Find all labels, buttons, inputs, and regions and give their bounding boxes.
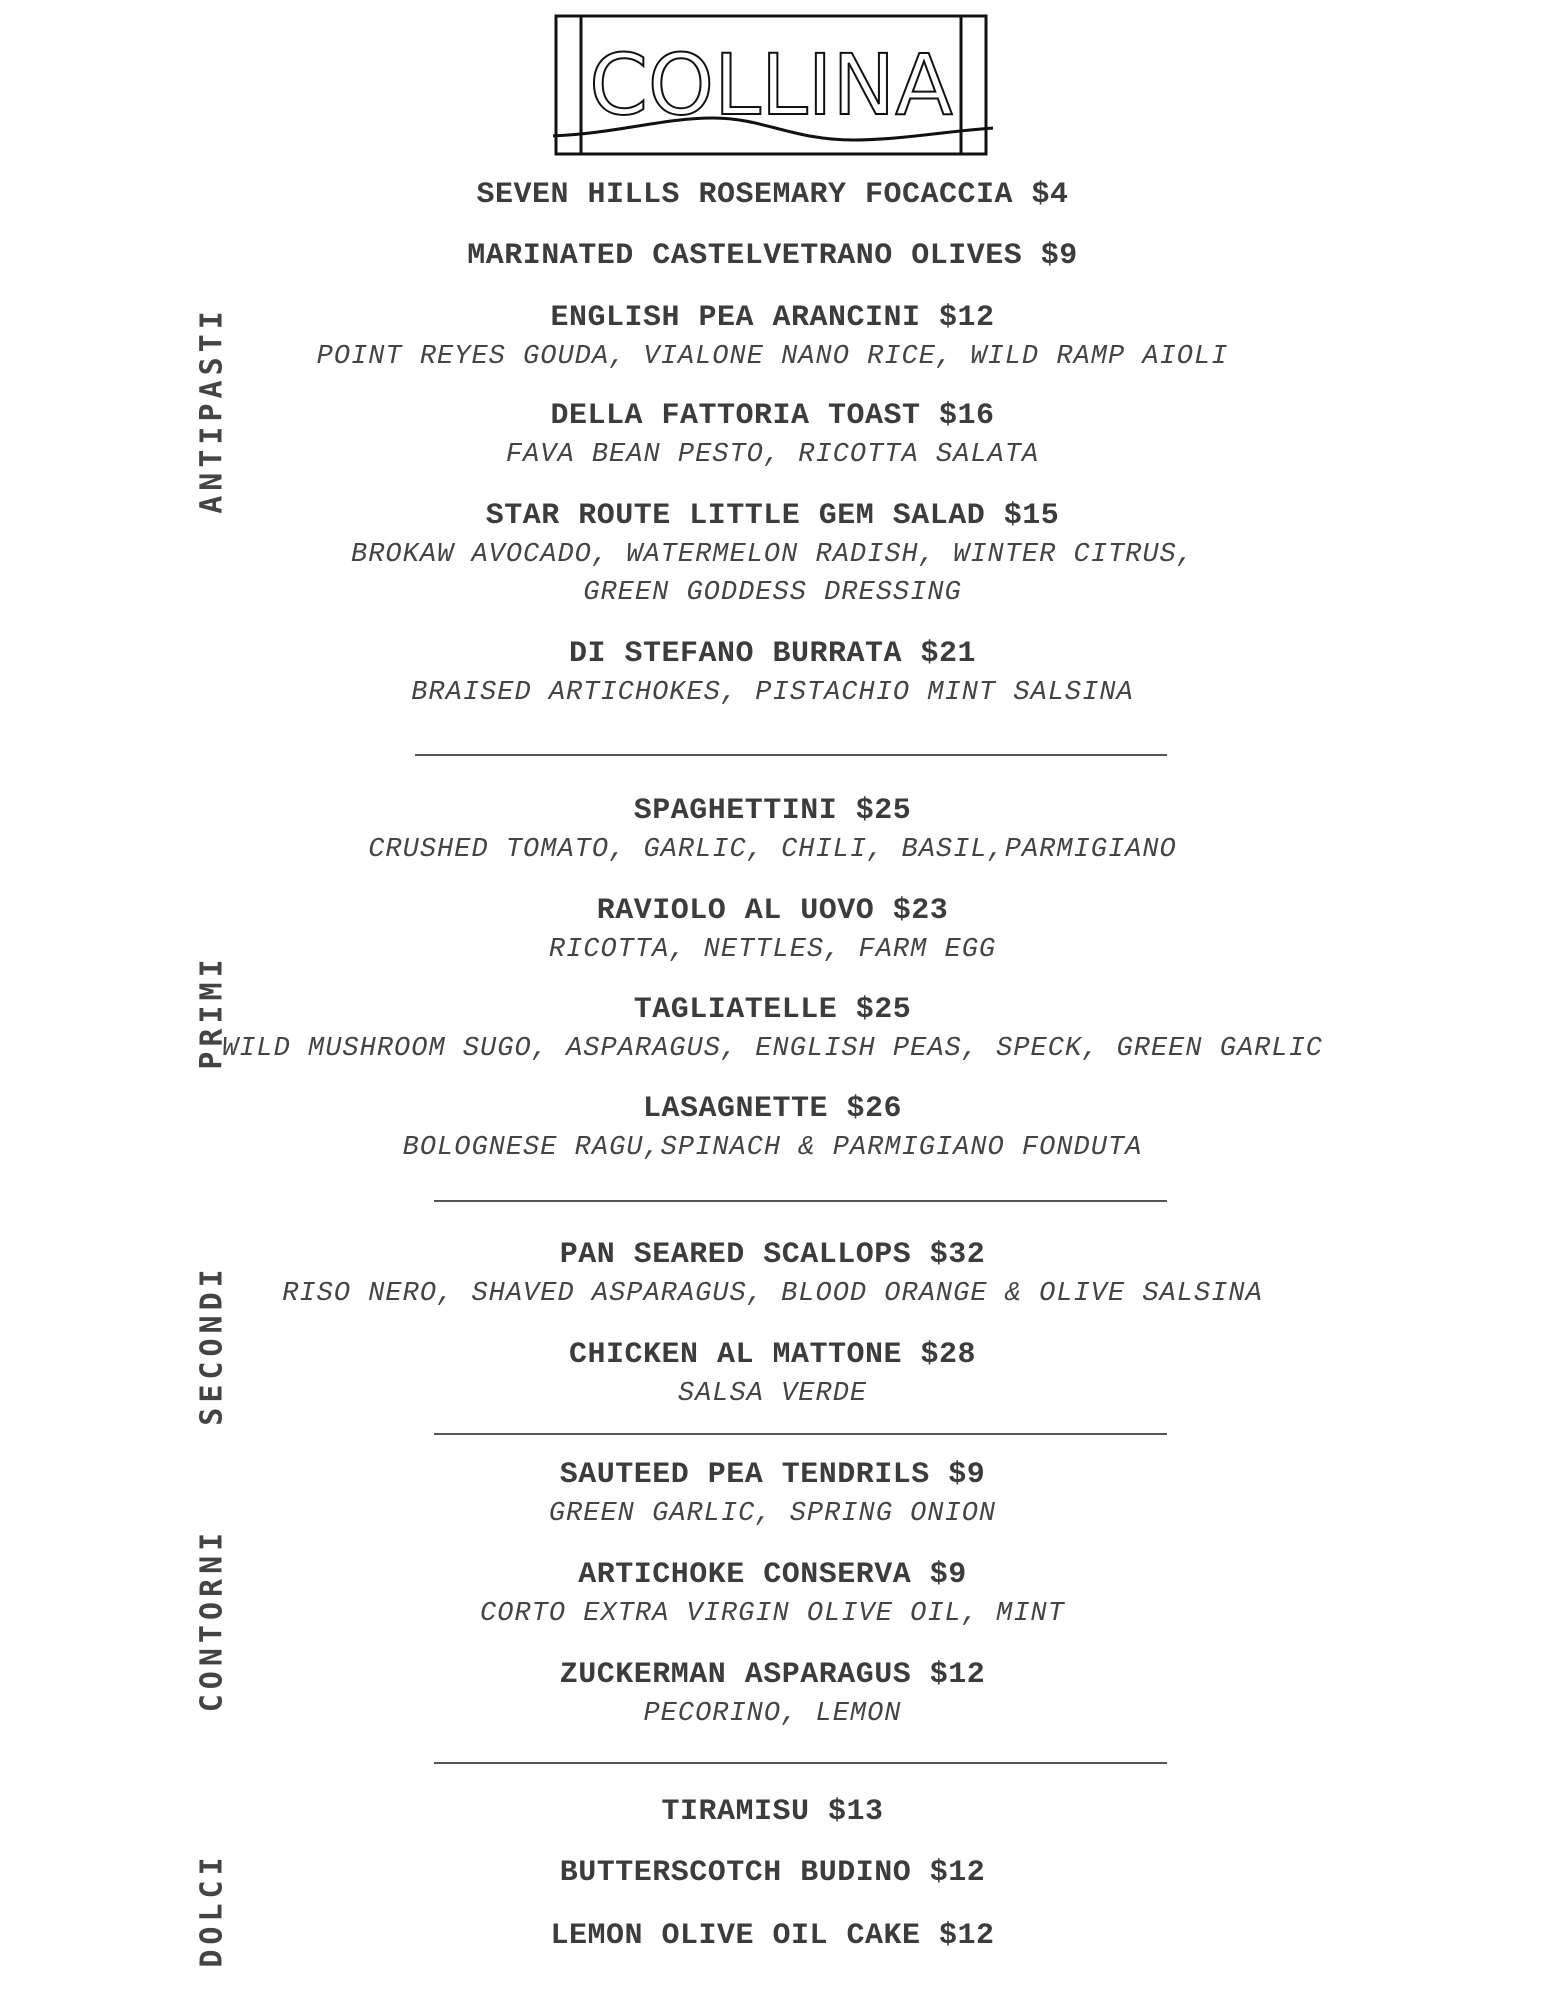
dish-title: LEMON OLIVE OIL CAKE $12	[550, 1919, 995, 1953]
dish-description: FAVA BEAN PESTO, RICOTTA SALATA	[505, 440, 1040, 470]
dish-description: POINT REYES GOUDA, VIALONE NANO RICE, WILD RAMP AIOLI	[316, 342, 1229, 372]
dish-description: BROKAW AVOCADO, WATERMELON RADISH, WINTER CITRUS,	[351, 540, 1194, 570]
dish-title: TIRAMISU $13	[661, 1795, 884, 1829]
dish-description: GREEN GARLIC, SPRING ONION	[548, 1499, 997, 1529]
dish-description: CORTO EXTRA VIRGIN OLIVE OIL, MINT	[480, 1599, 1065, 1629]
dish-description: BRAISED ARTICHOKES, PISTACHIO MINT SALSINA	[411, 678, 1134, 708]
dish-description: CRUSHED TOMATO, GARLIC, CHILI, BASIL,PARMIGIANO	[368, 835, 1177, 865]
dish-title: TAGLIATELLE $25	[633, 993, 912, 1027]
dish-description: SALSA VERDE	[677, 1379, 868, 1409]
dish-description: GREEN GODDESS DRESSING	[583, 578, 962, 608]
collina-logo	[553, 14, 993, 159]
dish-description: RICOTTA, NETTLES, FARM EGG	[548, 935, 997, 965]
section-divider	[434, 1433, 1167, 1435]
dish-title: ARTICHOKE CONSERVA $9	[578, 1558, 967, 1592]
dish-title: SPAGHETTINI $25	[633, 794, 912, 828]
dish-title: BUTTERSCOTCH BUDINO $12	[559, 1856, 986, 1890]
section-label-contorni: CONTORNI	[194, 1527, 230, 1713]
dish-title: ENGLISH PEA ARANCINI $12	[550, 301, 995, 335]
dish-title: CHICKEN AL MATTONE $28	[568, 1338, 977, 1372]
section-divider	[415, 754, 1167, 756]
dish-title: MARINATED CASTELVETRANO OLIVES $9	[467, 239, 1078, 273]
dish-title: SEVEN HILLS ROSEMARY FOCACCIA $4	[476, 178, 1069, 212]
logo-wordmark: COLLINA	[589, 36, 953, 134]
section-label-secondi: SECONDI	[194, 1264, 230, 1426]
dish-title: SAUTEED PEA TENDRILS $9	[559, 1458, 986, 1492]
section-label-antipasti: ANTIPASTI	[194, 306, 230, 514]
section-label-dolci: DOLCI	[194, 1852, 230, 1968]
dish-title: PAN SEARED SCALLOPS $32	[559, 1238, 986, 1272]
section-divider	[434, 1762, 1167, 1764]
dish-title: STAR ROUTE LITTLE GEM SALAD $15	[485, 499, 1060, 533]
dish-description: BOLOGNESE RAGU,SPINACH & PARMIGIANO FONDUTA	[402, 1133, 1143, 1163]
dish-title: LASAGNETTE $26	[642, 1092, 903, 1126]
dish-title: DI STEFANO BURRATA $21	[568, 637, 977, 671]
dish-title: ZUCKERMAN ASPARAGUS $12	[559, 1658, 986, 1692]
dish-description: WILD MUSHROOM SUGO, ASPARAGUS, ENGLISH PEAS, SPECK, GREEN GARLIC	[222, 1034, 1323, 1064]
dish-description: PECORINO, LEMON	[643, 1699, 902, 1729]
dish-title: RAVIOLO AL UOVO $23	[596, 894, 949, 928]
dish-description: RISO NERO, SHAVED ASPARAGUS, BLOOD ORANGE & OLIVE SALSINA	[282, 1279, 1263, 1309]
section-divider	[434, 1200, 1167, 1202]
section-label-primi: PRIMI	[194, 954, 230, 1070]
dish-title: DELLA FATTORIA TOAST $16	[550, 399, 995, 433]
